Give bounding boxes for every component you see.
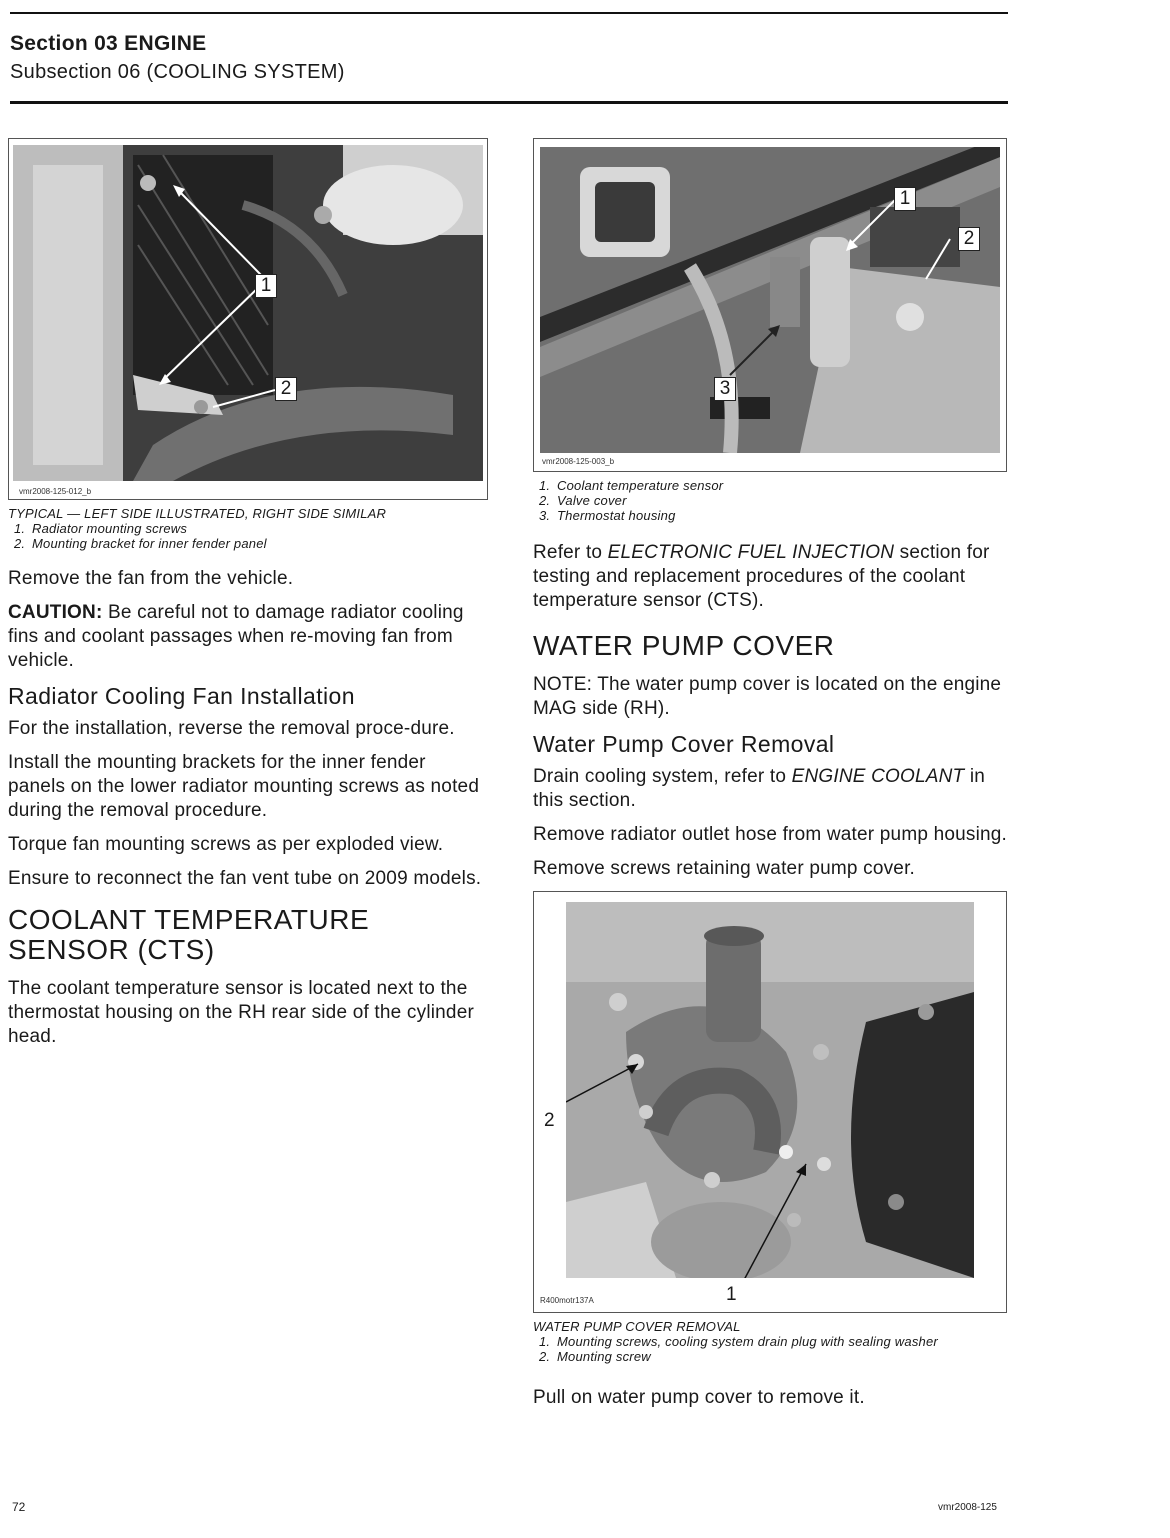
figure-id: vmr2008-125-003_b: [542, 457, 615, 466]
callout-2: 2: [275, 377, 297, 401]
figure-radiator-fan: [8, 138, 488, 500]
callout-1: 1: [726, 1284, 737, 1305]
heading-water-pump-removal: Water Pump Cover Removal: [533, 731, 835, 757]
radiator-fan-photo: [13, 145, 483, 481]
paragraph: Drain cooling system, refer to ENGINE COOLANT in this section.: [533, 766, 986, 811]
paragraph: For the installation, reverse the removal proce-dure.: [8, 718, 455, 739]
caption-legend-item: 1. Mounting screws, cooling system drain plug with sealing washer: [539, 1334, 938, 1349]
heading-water-pump-cover: WATER PUMP COVER: [533, 630, 835, 661]
callout-3: 3: [714, 377, 736, 401]
section-title: Section 03 ENGINE: [10, 32, 207, 55]
cross-reference: ELECTRONIC FUEL INJECTION: [607, 542, 895, 563]
subsection-title: Subsection 06 (COOLING SYSTEM): [10, 61, 345, 83]
paragraph: Remove the fan from the vehicle.: [8, 568, 294, 589]
paragraph: Ensure to reconnect the fan vent tube on 2009 models.: [8, 868, 482, 889]
cross-reference: ENGINE COOLANT: [791, 766, 965, 787]
right-column: [533, 138, 1009, 1420]
water-pump-photo: [566, 902, 974, 1278]
paragraph: Refer to ELECTRONIC FUEL INJECTION section for testing and replacement procedures of the coolant temperature sensor (CTS).: [533, 542, 990, 611]
caption-title: TYPICAL — LEFT SIDE ILLUSTRATED, RIGHT SIDE SIMILAR: [8, 506, 387, 521]
figure-coolant-sensor: [533, 138, 1007, 472]
note-paragraph: NOTE: The water pump cover is located on the engine MAG side (RH).: [533, 674, 1002, 719]
callout-2: 2: [544, 1110, 555, 1131]
figure-id: R400motr137A: [540, 1296, 594, 1305]
heading-fan-installation: Radiator Cooling Fan Installation: [8, 683, 355, 709]
paragraph: The coolant temperature sensor is located next to the thermostat housing on the RH rear side of the cylinder head.: [8, 978, 474, 1047]
paragraph: Remove radiator outlet hose from water pump housing.: [533, 824, 1008, 845]
caption-legend-item: 3. Thermostat housing: [539, 508, 676, 523]
paragraph: Pull on water pump cover to remove it.: [533, 1387, 865, 1408]
figure-water-pump: [533, 891, 1007, 1313]
caption-legend-item: 2. Valve cover: [539, 493, 627, 508]
page-number: 72: [12, 1500, 26, 1514]
header-top-rule: [10, 12, 1008, 14]
figure-caption: [533, 1319, 1009, 1364]
coolant-sensor-photo: [540, 147, 1000, 453]
callout-1: 1: [255, 274, 277, 298]
figure-caption: [8, 506, 488, 551]
document-code: vmr2008-125: [938, 1502, 997, 1513]
caution-paragraph: CAUTION: Be careful not to damage radiator cooling fins and coolant passages when re-moving fan from vehicle.: [8, 602, 464, 671]
heading-cts: COOLANT TEMPERATURE SENSOR (CTS): [8, 904, 370, 965]
caption-legend-item: 2. Mounting screw: [539, 1349, 651, 1364]
caption-legend-item: 1. Coolant temperature sensor: [539, 478, 724, 493]
figure-caption: [533, 478, 1009, 523]
paragraph: Torque fan mounting screws as per exploded view.: [8, 834, 444, 855]
caution-label: CAUTION:: [8, 602, 103, 623]
paragraph: Remove screws retaining water pump cover.: [533, 858, 916, 879]
header-bottom-rule: [10, 101, 1008, 104]
caption-legend-item: 2. Mounting bracket for inner fender panel: [14, 536, 267, 551]
caption-title: WATER PUMP COVER REMOVAL: [533, 1319, 741, 1334]
callout-1: 1: [894, 187, 916, 211]
caption-legend-item: 1. Radiator mounting screws: [14, 521, 188, 536]
paragraph: Install the mounting brackets for the inner fender panels on the lower radiator mounting screws as noted during the removal procedure.: [8, 752, 480, 821]
callout-2: 2: [958, 227, 980, 251]
figure-id: vmr2008-125-012_b: [19, 487, 92, 496]
left-column: [8, 138, 488, 1059]
